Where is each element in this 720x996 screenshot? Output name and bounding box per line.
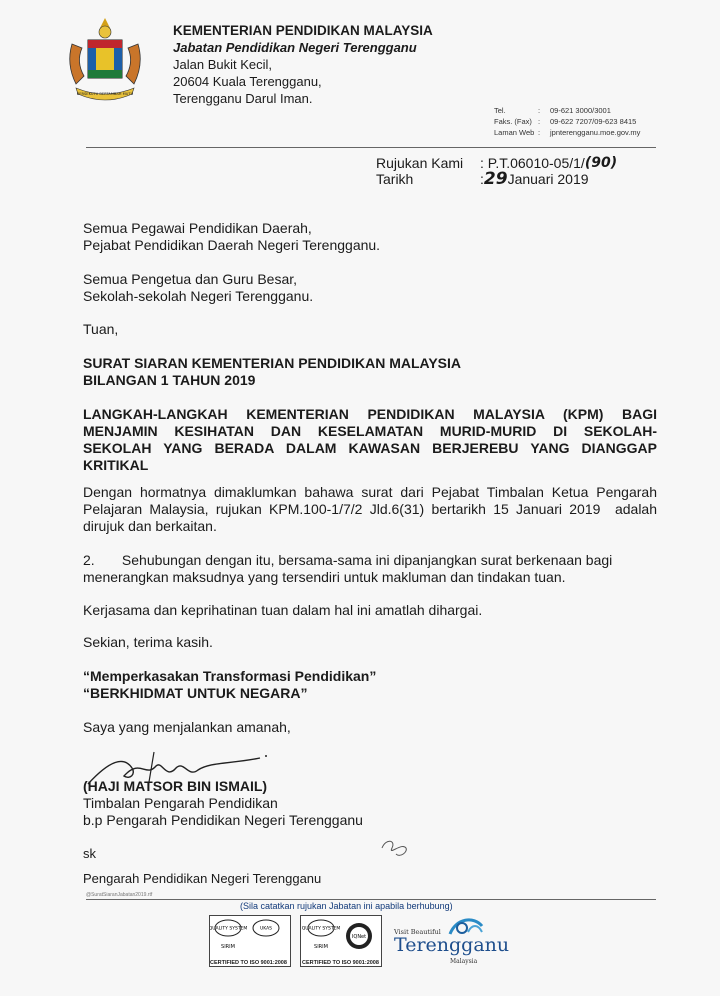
cert-sirim-label: SIRIM bbox=[221, 944, 235, 950]
date-colon: : bbox=[480, 171, 484, 187]
contact-key: Faks. (Fax) bbox=[494, 117, 532, 126]
paragraph-3: Kerjasama dan keprihatinan tuan dalam hal ini amatlah dihargai. bbox=[83, 602, 483, 618]
contact-value[interactable]: jpnterengganu.moe.gov.my bbox=[550, 128, 641, 137]
date-rest: Januari 2019 bbox=[507, 171, 589, 187]
cert-sirim-label-2: SIRIM bbox=[314, 944, 328, 950]
paragraph-line: dirujuk dan berkaitan. bbox=[83, 518, 217, 534]
title-line: SURAT SIARAN KEMENTERIAN PENDIDIKAN MALAYSIA bbox=[83, 355, 462, 371]
brand-text: Terengganu bbox=[394, 934, 510, 956]
subject-line: KRITIKAL bbox=[83, 457, 149, 473]
ref-handwritten: (90) bbox=[584, 155, 618, 171]
signatory-name: (HAJI MATSOR BIN ISMAIL) bbox=[83, 778, 268, 794]
recipient-line: Pejabat Pendidikan Daerah Negeri Terengganu. bbox=[83, 237, 381, 253]
cert-caption: CERTIFIED TO ISO 9001:2008 bbox=[210, 960, 287, 966]
cc-label: sk bbox=[83, 846, 96, 861]
address-line: 20604 Kuala Terengganu, bbox=[173, 74, 322, 89]
address-line: Terengganu Darul Iman. bbox=[173, 91, 313, 106]
subject-line: MENJAMIN KESIHATAN DAN KESELAMATAN MURID-MURID DI SEKOLAH- bbox=[83, 423, 657, 439]
paragraph-1 bbox=[83, 484, 657, 535]
recipient-line: Semua Pegawai Pendidikan Daerah, bbox=[83, 220, 312, 236]
footer-divider bbox=[86, 899, 656, 900]
paragraph-line: Dengan hormatnya dimaklumkan bahawa surat dari Pejabat Timbalan Ketua Pengarah bbox=[83, 484, 657, 500]
date-label: Tarikh bbox=[376, 171, 414, 187]
salutation: Tuan, bbox=[83, 321, 119, 337]
recipient-2 bbox=[83, 271, 657, 305]
header-divider bbox=[86, 147, 656, 148]
brand-sub-text: Malaysia bbox=[450, 958, 478, 965]
subject bbox=[83, 406, 657, 474]
crest-motto: BERSEKUTU BERTAMBAH MUTU bbox=[76, 92, 134, 96]
iqnet-icon bbox=[301, 916, 381, 956]
cert-q-label: QUALITY SYSTEM bbox=[210, 926, 248, 932]
quality-system-icon bbox=[210, 916, 290, 956]
cc-recipient: Pengarah Pendidikan Negeri Terengganu bbox=[83, 871, 322, 886]
contact-key: Laman Web bbox=[494, 128, 535, 137]
recipient-1 bbox=[83, 220, 657, 254]
ministry-name: KEMENTERIAN PENDIDIKAN MALAYSIA bbox=[173, 23, 433, 38]
cert-q-label-2: QUALITY SYSTEM bbox=[301, 926, 341, 932]
reference-block bbox=[376, 155, 617, 187]
coat-of-arms-logo bbox=[62, 14, 148, 104]
paragraph-line: menerangkan maksudnya yang tersendiri untuk makluman dan tindakan tuan. bbox=[83, 569, 566, 585]
motto-line: “Memperkasakan Transformasi Pendidikan” bbox=[83, 668, 377, 684]
paragraph-line: Pelajaran Malaysia, rujukan KPM.100-1/7/2 Jld.6(31) bertarikh 15 Januari 2019 adalah bbox=[83, 501, 657, 517]
title-line: BILANGAN 1 TAHUN 2019 bbox=[83, 372, 256, 388]
subject-line: SEKOLAH YANG BERADA DALAM KAWASAN BERJEREBU YANG DIANGGAP bbox=[83, 440, 657, 456]
address-line: Jalan Bukit Kecil, bbox=[173, 57, 272, 72]
trust-line: Saya yang menjalankan amanah, bbox=[83, 719, 291, 735]
mottos bbox=[83, 668, 657, 702]
footer-note: (Sila catatkan rujukan Jabatan ini apabila berhubung) bbox=[240, 901, 453, 911]
contact-key: Tel. bbox=[494, 106, 506, 115]
signatory-block bbox=[83, 778, 657, 829]
recipient-line: Sekolah-sekolah Negeri Terengganu. bbox=[83, 288, 314, 304]
file-ref: @SuratSiaranJabatan2019.rtf bbox=[86, 892, 153, 898]
recipient-line: Semua Pengetua dan Guru Besar, bbox=[83, 271, 298, 287]
date-handwritten: 29 bbox=[483, 169, 508, 189]
ref-value: : P.T.06010-05/1/ bbox=[480, 155, 585, 171]
paragraph-line: 2. Sehubungan dengan itu, bersama-sama ini dipanjangkan surat berkenaan bagi bbox=[83, 552, 613, 568]
signatory-title: Timbalan Pengarah Pendidikan bbox=[83, 795, 278, 811]
subject-line: LANGKAH-LANGKAH KEMENTERIAN PENDIDIKAN MALAYSIA (KPM) BAGI bbox=[83, 406, 657, 422]
signatory-behalf: b.p Pengarah Pendidikan Negeri Terengganu bbox=[83, 812, 363, 828]
cert-iqnet-label: IQNet bbox=[351, 934, 367, 940]
motto-line: “BERKHIDMAT UNTUK NEGARA” bbox=[83, 685, 308, 701]
paragraph-2 bbox=[83, 552, 657, 586]
contact-value: 09-621 3000/3001 bbox=[550, 106, 611, 115]
department-name: Jabatan Pendidikan Negeri Terengganu bbox=[173, 40, 417, 55]
contact-value: 09-622 7207/09-623 8415 bbox=[550, 117, 637, 126]
visit-text: Visit Beautiful bbox=[394, 928, 441, 936]
cert-caption: CERTIFIED TO ISO 9001:2008 bbox=[302, 960, 379, 966]
ref-label: Rujukan Kami bbox=[376, 155, 464, 171]
cert-ukas-label: UKAS bbox=[259, 926, 273, 932]
visit-terengganu-logo bbox=[394, 912, 514, 972]
closing: Sekian, terima kasih. bbox=[83, 634, 213, 650]
letter-title bbox=[83, 355, 657, 389]
contact-block: Tel. : 09-621 3000/3001 Faks. (Fax) : 09-622 7207/09-623 8415 Laman Web : jpnterengganu.moe.gov.my bbox=[494, 106, 641, 137]
letterhead bbox=[173, 22, 433, 107]
